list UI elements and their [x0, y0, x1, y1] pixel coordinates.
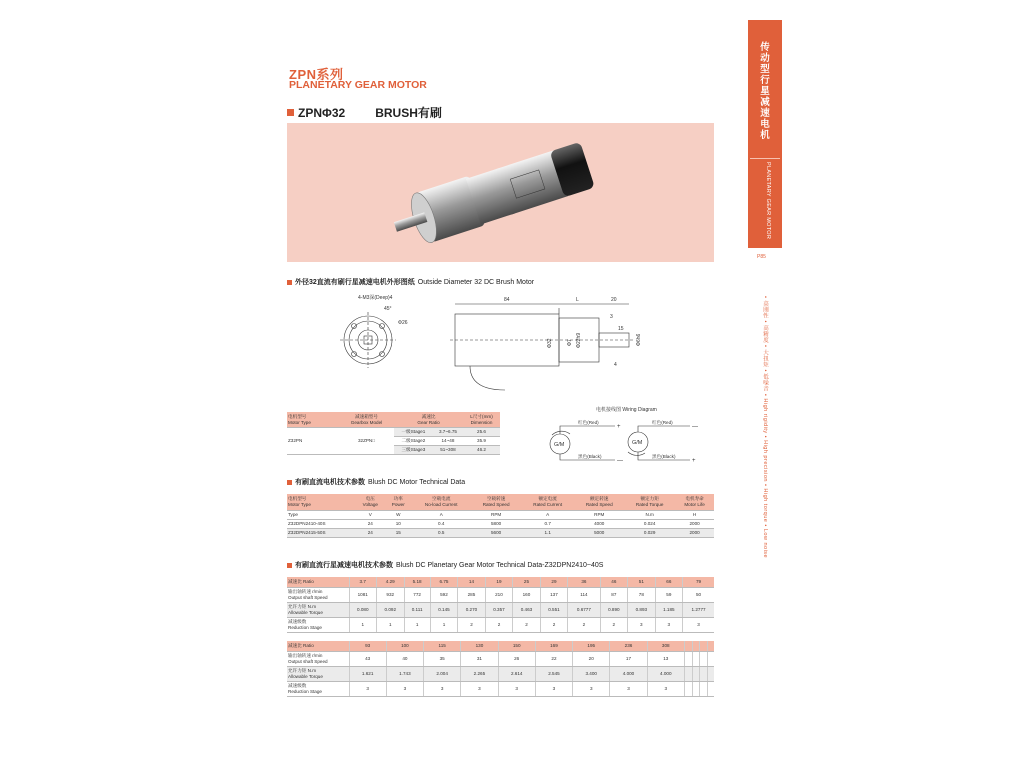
table-cell: [684, 651, 692, 666]
wiring-title: 电机接线图 Wiring Diagram: [596, 407, 657, 413]
motor-table-unit: RPM: [471, 510, 521, 519]
table-cell: 1: [404, 617, 430, 632]
table-cell: 137: [540, 587, 568, 602]
bullet-square-icon: [287, 280, 292, 285]
motor-table-unit: A: [411, 510, 471, 519]
table-cell: 0.5: [411, 528, 471, 537]
table-cell: 4000: [574, 519, 624, 528]
table-cell: 3: [655, 617, 683, 632]
table-cell: 36: [568, 577, 600, 587]
motor-table-header: 额定电流 Rated Current: [521, 494, 574, 510]
table-cell: 0.463: [513, 602, 541, 617]
table-cell: 20: [573, 651, 610, 666]
drawing-dia-6: Φ6h6: [636, 333, 642, 346]
table-cell: 1.1: [521, 528, 574, 537]
table-cell: 3: [535, 681, 572, 696]
table-row: [287, 617, 714, 632]
section-gear-data-heading: 有刷直流行星减速电机技术参数 Blush DC Planetary Gear Motor Technical Data-Z32DPN2410~40S: [287, 560, 603, 570]
side-title-en: PLANETARY GEAR MOTOR: [765, 162, 771, 240]
table-cell: 0.111: [404, 602, 430, 617]
terminal-minus-1: —: [617, 458, 623, 464]
table-cell: 2.265: [461, 666, 498, 681]
row-label: 允许力矩 N.m Allowable Torque: [287, 666, 349, 681]
model-type: BRUSH有刷: [375, 106, 442, 120]
table-cell: 25: [513, 577, 541, 587]
table-cell: 0.893: [628, 602, 656, 617]
table-cell: 2: [568, 617, 600, 632]
drawing-dim-3: 3: [610, 314, 613, 320]
table-cell: 2: [600, 617, 628, 632]
table-cell: Z32DPN2415-50S: [287, 528, 355, 537]
motor-data-table: [287, 494, 714, 538]
table-cell: 0.551: [540, 602, 568, 617]
table-cell: 2000: [675, 528, 714, 537]
table-cell: [684, 641, 692, 651]
table-cell: 29: [540, 577, 568, 587]
row-label: 减速级数 Reduction Stage: [287, 617, 349, 632]
table-cell: 2: [513, 617, 541, 632]
table-cell: 2.545: [535, 666, 572, 681]
table-cell: 79: [683, 577, 714, 587]
table-cell: 10: [385, 519, 411, 528]
motor-table-unit: RPM: [574, 510, 624, 519]
table-row: [287, 666, 714, 681]
table-cell: 210: [485, 587, 513, 602]
terminal-plus-2: +: [692, 458, 696, 464]
table-cell: [692, 651, 700, 666]
table-cell: 195: [573, 641, 610, 651]
table-cell: 1.621: [349, 666, 386, 681]
table-cell: 93: [349, 641, 386, 651]
drawing-dia-7: Φ7: [567, 339, 573, 346]
table-cell: [692, 641, 700, 651]
table-cell: 0.024: [624, 519, 675, 528]
table-cell: [708, 641, 715, 651]
table-cell: 3: [647, 681, 684, 696]
row-label: 减速级数 Reduction Stage: [287, 681, 349, 696]
motor-table-unit: N.m: [624, 510, 675, 519]
table-row: [287, 602, 714, 617]
table-cell: 50: [683, 587, 714, 602]
table-cell: 0.7: [521, 519, 574, 528]
table-cell: 24: [355, 528, 385, 537]
model-heading: [287, 104, 442, 121]
outline-drawing: [330, 288, 660, 406]
motor-table-unit: W: [385, 510, 411, 519]
terminal-minus-2: —: [692, 424, 698, 430]
drawing-angle-label: 45°: [384, 306, 392, 312]
table-cell: 5600: [471, 528, 521, 537]
wire-black-label-2: 黑色(Black): [652, 454, 676, 459]
section-outline-drawing-heading: 外径32直流有刷行星减速电机外形图纸 Outside Diameter 32 DC Brush Motor: [287, 277, 534, 287]
table-cell: 2: [458, 617, 486, 632]
table-cell: [700, 666, 708, 681]
table-cell: 0.145: [430, 602, 458, 617]
table-cell: 4.29: [377, 577, 405, 587]
table-cell: [692, 666, 700, 681]
motor-table-header: 空载转速 Rated Speed: [471, 494, 521, 510]
table-cell: [708, 666, 715, 681]
table-cell: 3: [628, 617, 656, 632]
drawing-length-84: 84: [504, 297, 510, 303]
gear-data-table-1: [287, 577, 714, 633]
table-cell: 46: [600, 577, 628, 587]
row-label: 输出轴转速 r/min Output shaft Speed: [287, 587, 349, 602]
table-cell: [708, 681, 715, 696]
table-cell: 4.000: [610, 666, 647, 681]
table-cell: 24: [355, 519, 385, 528]
drawing-length-20: 20: [611, 297, 617, 303]
table-cell: 772: [404, 587, 430, 602]
table-cell: 66: [655, 577, 683, 587]
bullet-square-icon: [287, 480, 292, 485]
table-cell: 3: [683, 617, 714, 632]
table-cell: 100: [386, 641, 423, 651]
page-number: P85: [757, 254, 766, 260]
wire-red-label-1: 红色(Red): [578, 420, 599, 425]
table-cell: 1: [349, 617, 377, 632]
col-gear-ratio: 减速比 Gear Ratio: [394, 412, 463, 427]
motor-table-unit: Type: [287, 510, 355, 519]
motor-table-unit: A: [521, 510, 574, 519]
table-cell: [700, 681, 708, 696]
table-cell: 22: [535, 651, 572, 666]
table-cell: [684, 666, 692, 681]
drawing-dim-4: 4: [614, 362, 617, 368]
table-cell: 17: [610, 651, 647, 666]
table-cell: 40: [386, 651, 423, 666]
table-row: 三级Stage3 51~308 46.2: [287, 445, 500, 454]
table-row: [287, 681, 714, 696]
feature-list: • 高刚性 • 高精度 • 大扭矩 • 低噪音 • High rigidity • High precision • High torque • Low noise: [762, 296, 768, 559]
motor-table-header: 电压 Voltage: [355, 494, 385, 510]
table-cell: 0.080: [349, 602, 377, 617]
table-row: [287, 641, 714, 651]
table-cell: 592: [430, 587, 458, 602]
table-cell: 13: [647, 651, 684, 666]
col-motor-type: 电机型号 Motor Type: [287, 412, 339, 427]
gear-data-table-2: [287, 641, 714, 697]
table-cell: 14: [458, 577, 486, 587]
motor-table-header: 电机型号 Motor Type: [287, 494, 355, 510]
table-cell: 0.357: [485, 602, 513, 617]
table-row: [287, 587, 714, 602]
motor-table-header: 功率 Power: [385, 494, 411, 510]
table-cell: 2: [540, 617, 568, 632]
table-cell: 130: [461, 641, 498, 651]
table-row: 二级Stage2 14~48 35.9: [287, 436, 500, 445]
table-cell: 5800: [471, 519, 521, 528]
table-cell: [692, 681, 700, 696]
table-cell: 31: [461, 651, 498, 666]
table-row: [287, 577, 714, 587]
table-cell: 2000: [675, 519, 714, 528]
table-cell: 43: [349, 651, 386, 666]
table-cell: 15: [385, 528, 411, 537]
section-motor-data-heading: 有刷直流电机技术参数 Blush DC Motor Technical Data: [287, 477, 465, 487]
table-cell: 2: [485, 617, 513, 632]
table-cell: 150: [498, 641, 535, 651]
table-cell: 78: [628, 587, 656, 602]
motor-table-header: 空载电流 No-load Current: [411, 494, 471, 510]
table-cell: 3.400: [573, 666, 610, 681]
table-cell: 115: [424, 641, 461, 651]
product-photo: [287, 123, 714, 262]
side-divider: [750, 158, 780, 159]
table-cell: 3: [461, 681, 498, 696]
table-cell: 1081: [349, 587, 377, 602]
drawing-dia-22: Φ22h9: [576, 332, 582, 348]
wiring-diagram: [540, 404, 710, 466]
bullet-square-icon: [287, 109, 294, 116]
row-label: 允许力矩 N.m Allowable Torque: [287, 602, 349, 617]
table-cell: 308: [647, 641, 684, 651]
table-cell: [700, 641, 708, 651]
table-cell: 3: [349, 681, 386, 696]
bullet-square-icon: [287, 563, 292, 568]
table-cell: 0.270: [458, 602, 486, 617]
table-cell: 1.2777: [683, 602, 714, 617]
drawing-length-l: L: [576, 297, 579, 303]
col-dimension: L尺寸(mm) Dimension: [463, 412, 500, 427]
drawing-hole-label: 4-M3深(Deep)4: [358, 295, 393, 301]
table-cell: [700, 651, 708, 666]
table-cell: 59: [655, 587, 683, 602]
table-cell: 1.185: [655, 602, 683, 617]
table-row: [287, 519, 714, 528]
motor-table-header: 额定力矩 Rated Torque: [624, 494, 675, 510]
terminal-plus-1: +: [617, 424, 621, 430]
motor-symbol-1: G/M: [554, 442, 565, 448]
row-label: 减速比 Ratio: [287, 641, 349, 651]
table-cell: 285: [458, 587, 486, 602]
gear-motor-image: [287, 123, 714, 262]
motor-table-header: 额定转速 Rated Speed: [574, 494, 624, 510]
table-cell: 0.029: [624, 528, 675, 537]
motor-table-unit: V: [355, 510, 385, 519]
table-cell: 0.4: [411, 519, 471, 528]
table-cell: Z32DPN2410-40S: [287, 519, 355, 528]
table-cell: 3: [424, 681, 461, 696]
table-cell: 114: [568, 587, 600, 602]
table-cell: 932: [377, 587, 405, 602]
table-row: [287, 528, 714, 537]
table-cell: 4.000: [647, 666, 684, 681]
series-title-en: PLANETARY GEAR MOTOR: [289, 79, 427, 91]
table-cell: 3: [498, 681, 535, 696]
col-gearbox-model: 减速箱型号 Gearbox Model: [339, 412, 394, 427]
dimension-table: [287, 412, 500, 455]
drawing-dia-32: Φ32: [547, 338, 553, 348]
table-cell: 169: [535, 641, 572, 651]
table-cell: 87: [600, 587, 628, 602]
table-cell: 2.004: [424, 666, 461, 681]
table-cell: 6.75: [430, 577, 458, 587]
table-cell: 51: [628, 577, 656, 587]
motor-table-header: 电机寿命 Motor Life: [675, 494, 714, 510]
table-cell: 35: [424, 651, 461, 666]
table-cell: 5000: [574, 528, 624, 537]
side-title-zh: 传动型行星减速电机: [760, 42, 770, 141]
table-cell: 19: [485, 577, 513, 587]
wire-red-label-2: 红色(Red): [652, 420, 673, 425]
wire-black-label-1: 黑色(Black): [578, 454, 602, 459]
table-row: [287, 651, 714, 666]
motor-symbol-2: G/M: [632, 440, 643, 446]
drawing-dim-15: 15: [618, 326, 624, 332]
table-cell: 1.743: [386, 666, 423, 681]
drawing-pcd-label: Φ26: [398, 320, 408, 326]
series-title-zh: ZPN系列: [289, 67, 344, 82]
table-cell: 3.7: [349, 577, 377, 587]
table-cell: 0.6777: [568, 602, 600, 617]
table-cell: 3: [386, 681, 423, 696]
table-cell: 2.614: [498, 666, 535, 681]
row-label: 减速比 Ratio: [287, 577, 349, 587]
table-row: Z32PN 32ZPN□ 一级Stage1 3.7~6.75 25.6: [287, 427, 500, 436]
table-cell: 5.18: [404, 577, 430, 587]
table-cell: 0.890: [600, 602, 628, 617]
table-cell: [684, 681, 692, 696]
table-cell: 1: [430, 617, 458, 632]
row-label: 输出轴转速 r/min Output shaft Speed: [287, 651, 349, 666]
table-cell: 160: [513, 587, 541, 602]
table-cell: 1: [377, 617, 405, 632]
table-cell: 3: [610, 681, 647, 696]
table-cell: [708, 651, 715, 666]
table-cell: 3: [573, 681, 610, 696]
table-cell: 26: [498, 651, 535, 666]
model-name: ZPNΦ32: [298, 105, 346, 120]
table-cell: 0.092: [377, 602, 405, 617]
table-cell: 236: [610, 641, 647, 651]
motor-table-unit: H: [675, 510, 714, 519]
